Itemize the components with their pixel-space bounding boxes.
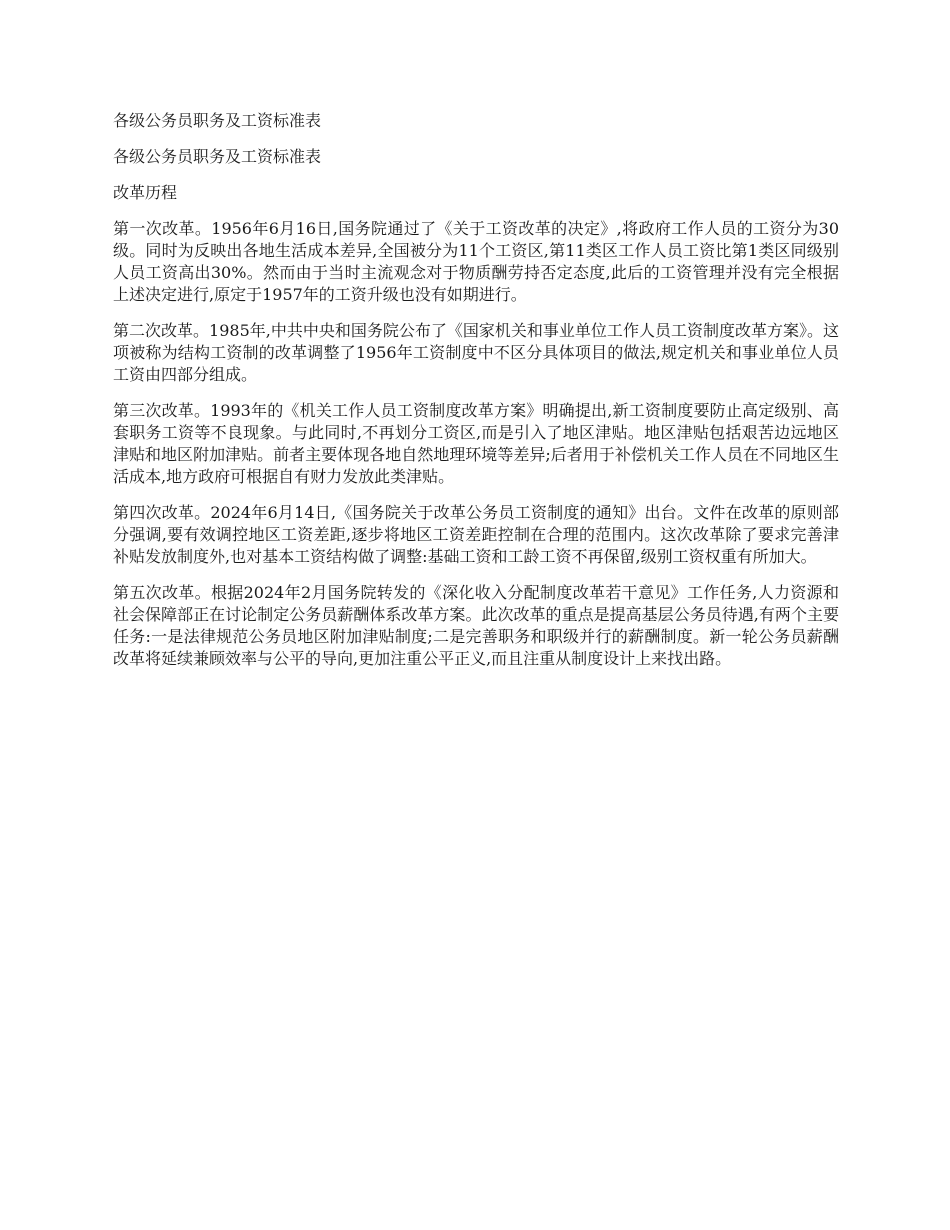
paragraph-reform-1: 第一次改革。1956年6月16日,国务院通过了《关于工资改革的决定》,将政府工作人员的工资分为30级。同时为反映出各地生活成本差异,全国被分为11个工资区,第11类区工作人员工资比第1类区同级别人员工资高出30%。然而由于当时主流观念对于物质酬劳持否定态度,此后的工资管理并没有完全根据上述决定进行,原定于1957年的工资升级也没有如期进行。 [113,219,839,304]
paragraph-reform-5: 第五次改革。根据2024年2月国务院转发的《深化收入分配制度改革若干意见》工作任务,人力资源和社会保障部正在讨论制定公务员薪酬体系改革方案。此次改革的重点是提高基层公务员待遇,有两个主要任务:一是法律规范公务员地区附加津贴制度;二是完善职务和职级并行的薪酬制度。新一轮公务员薪酬改革将延续兼顾效率与公平的导向,更加注重公平正义,而且注重从制度设计上来找出路。 [113,583,839,668]
paragraph-reform-3: 第三次改革。1993年的《机关工作人员工资制度改革方案》明确提出,新工资制度要防止高定级别、高套职务工资等不良现象。与此同时,不再划分工资区,而是引入了地区津贴。地区津贴包括艰苦边远地区津贴和地区附加津贴。前者主要体现各地自然地理环境等差异;后者用于补偿机关工作人员在不同地区生活成本,地方政府可根据自有财力发放此类津贴。 [113,401,839,486]
document-title: 各级公务员职务及工资标准表 [113,111,322,130]
document-subtitle: 各级公务员职务及工资标准表 [113,147,322,166]
document-page [113,110,839,684]
paragraph-reform-4: 第四次改革。2024年6月14日,《国务院关于改革公务员工资制度的通知》出台。文件在改革的原则部分强调,要有效调控地区工资差距,逐步将地区工资差距控制在合理的范围内。这次改革除了要求完善津补贴发放制度外,也对基本工资结构做了调整:基础工资和工龄工资不再保留,级别工资权重有所加大。 [113,503,839,566]
section-heading: 改革历程 [113,183,178,202]
paragraph-reform-2: 第二次改革。1985年,中共中央和国务院公布了《国家机关和事业单位工作人员工资制度改革方案》。这项被称为结构工资制的改革调整了1956年工资制度中不区分具体项目的做法,规定机关和事业单位人员工资由四部分组成。 [113,321,839,384]
